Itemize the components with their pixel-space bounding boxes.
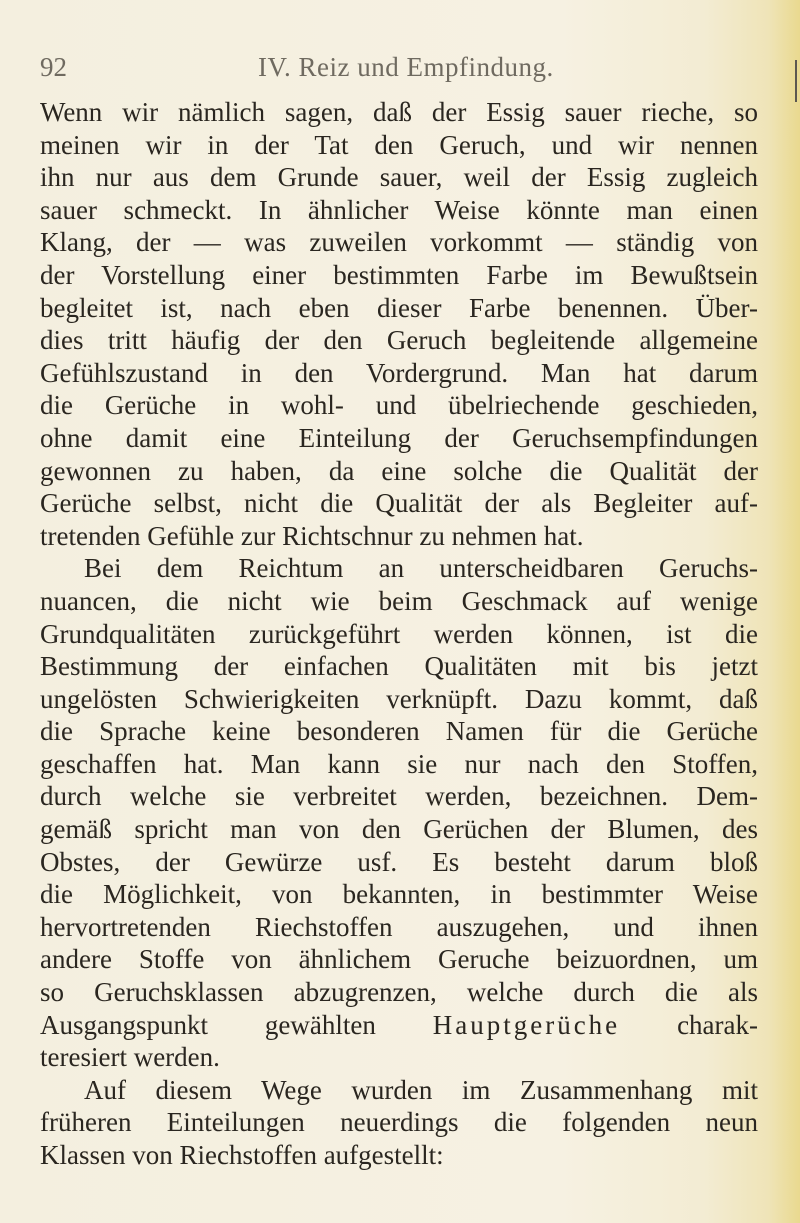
text-line: ohne damit eine Einteilung der Geruchsempfindungen (40, 422, 758, 453)
text-line: Grundqualitäten zurückgeführt werden können, ist die (40, 618, 758, 649)
text-line: tretenden Gefühle zur Richtschnur zu nehmen hat. (40, 520, 584, 551)
text-line: meinen wir in der Tat den Geruch, und wir nennen (40, 129, 758, 160)
text-line: geschaffen hat. Man kann sie nur nach den Stoffen, (40, 748, 758, 779)
text-line: früheren Einteilungen neuerdings die folgenden neun (40, 1107, 758, 1138)
book-page (40, 0, 776, 1223)
running-title: IV. Reiz und Empfindung. (258, 52, 554, 82)
text-line: so Geruchsklassen abzugrenzen, welche durch die als (40, 977, 758, 1008)
text-line: Gefühlszustand in den Vordergrund. Man hat darum (40, 357, 758, 388)
text-line: die Sprache keine besonderen Namen für die Gerüche (40, 716, 758, 747)
text-line: sauer schmeckt. In ähnlicher Weise könnte man einen (40, 194, 758, 225)
running-head (40, 52, 776, 86)
text-line: teresiert werden. (40, 1042, 220, 1073)
emphasized-term: Hauptgerüche (432, 1009, 621, 1040)
text-line: Obstes, der Gewürze usf. Es besteht darum bloß (40, 846, 758, 877)
line-segment: Ausgangspunkt gewählten (40, 1009, 433, 1040)
text-line: dies tritt häufig der den Geruch begleitende allgemeine (40, 325, 758, 356)
text-line: Klassen von Riechstoffen aufgestellt: (40, 1140, 444, 1170)
text-line: durch welche sie verbreitet werden, bezeichnen. Dem- (40, 781, 758, 812)
text-line: Wenn wir nämlich sagen, daß der Essig sauer rieche, so (40, 97, 758, 127)
page-edge-mark (795, 60, 797, 102)
text-line: ungelösten Schwierigkeiten verknüpft. Dazu kommt, daß (40, 683, 758, 714)
text-line: gewonnen zu haben, da eine solche die Qualität der (40, 455, 758, 486)
text-line: hervortretenden Riechstoffen auszugehen, und ihnen (40, 911, 758, 942)
line-segment: charak- (620, 1009, 758, 1040)
text-line: die Möglichkeit, von bekannten, in bestimmter Weise (40, 879, 758, 910)
body-text (40, 96, 758, 1172)
paragraph-2 (40, 552, 758, 1074)
text-line: die Gerüche in wohl- und übelriechende geschieden, (40, 390, 758, 421)
paragraph-1 (40, 96, 758, 552)
text-line: begleitet ist, nach eben dieser Farbe benennen. Über- (40, 292, 758, 323)
text-line: Gerüche selbst, nicht die Qualität der als Begleiter auf- (40, 488, 758, 519)
text-line: ihn nur aus dem Grunde sauer, weil der Essig zugleich (40, 162, 758, 193)
text-line: nuancen, die nicht wie beim Geschmack auf wenige (40, 585, 758, 616)
paragraph-3 (40, 1074, 758, 1172)
text-line: andere Stoffe von ähnlichem Geruche beizuordnen, um (40, 944, 758, 975)
text-line: der Vorstellung einer bestimmten Farbe im Bewußtsein (40, 259, 758, 290)
text-line: gemäß spricht man von den Gerüchen der Blumen, des (40, 814, 758, 845)
text-line: Auf diesem Wege wurden im Zusammenhang mit (84, 1074, 758, 1105)
text-line: Bestimmung der einfachen Qualitäten mit bis jetzt (40, 651, 758, 682)
page-number: 92 (40, 52, 67, 82)
text-line-with-emphasis (40, 1009, 758, 1042)
text-line: Bei dem Reichtum an unterscheidbaren Geruchs- (84, 553, 758, 584)
text-line: Klang, der — was zuweilen vorkommt — ständig von (40, 227, 758, 258)
